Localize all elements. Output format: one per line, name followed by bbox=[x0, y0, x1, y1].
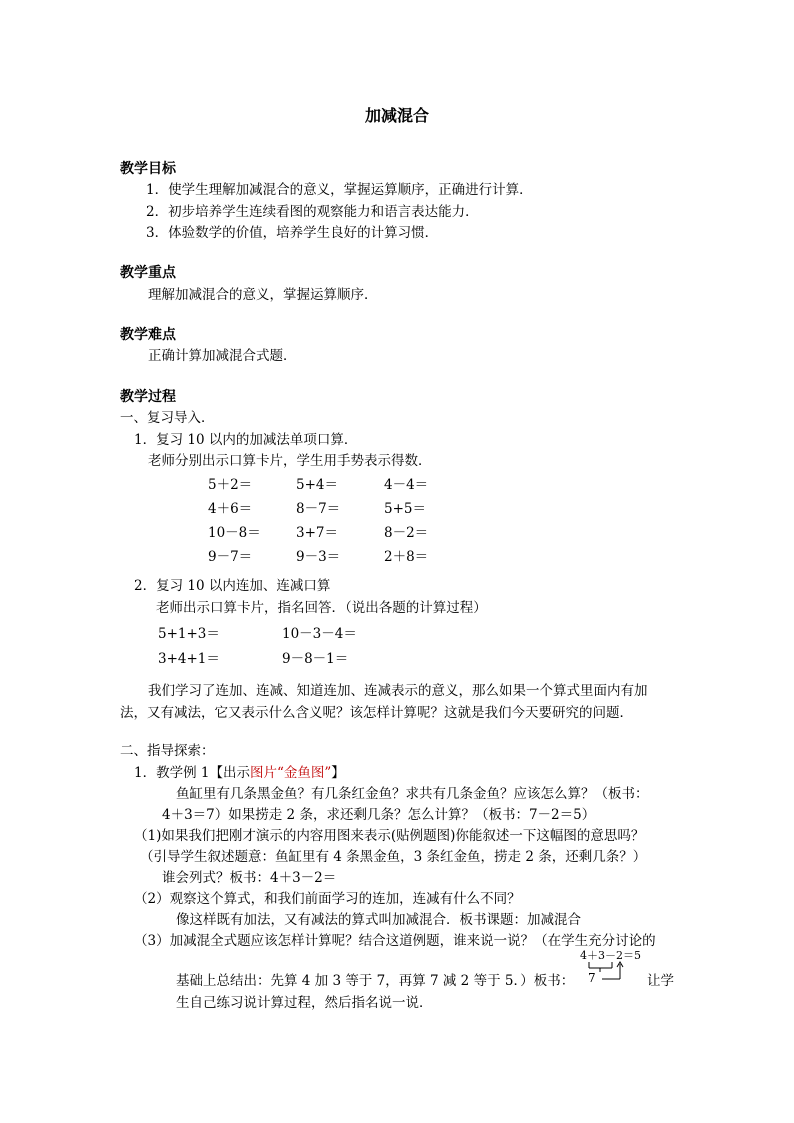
example-title bbox=[134, 767, 345, 781]
oral-calc-card: 5+4＝ bbox=[296, 477, 338, 493]
oral-calc-card: 4－4＝ bbox=[384, 477, 429, 493]
example-line: （3）加减混全式题应该怎样计算呢？结合这道例题，谁来说一说？（在学生充分讨论的 bbox=[134, 933, 656, 949]
example-suffix: 】 bbox=[331, 765, 345, 781]
intro-paragraph-line: 我们学习了连加、连减、知道连加、连减表示的意义，那么如果一个算式里面内有加 bbox=[148, 683, 648, 699]
example-line: 基础上总结出：先算 4 加 3 等于 7，再算 7 减 2 等于 5．）板书： bbox=[176, 973, 575, 989]
example-line: （1)如果我们把刚才演示的内容用图来表示(贴例题图)你能叙述一下这幅图的意思吗？ bbox=[134, 828, 645, 844]
oral-calc-card: 10－8＝ bbox=[208, 525, 261, 541]
example-line: 让学 bbox=[647, 973, 674, 989]
chain-calc-card: 9－8－1＝ bbox=[282, 651, 349, 667]
objective-item: 3．体验数学的价值，培养学生良好的计算习惯． bbox=[146, 225, 439, 241]
page-title: 加减混合 bbox=[364, 106, 429, 125]
example-line: 生自己练习说计算过程，然后指名说一说． bbox=[176, 995, 433, 1011]
part1-item2-desc: 老师出示口算卡片，指名回答．（说出各题的计算过程） bbox=[156, 600, 487, 616]
example-line: （引导学生叙述题意：鱼缸里有 4 条黑金鱼，3 条红金鱼，捞走 2 条，还剩几条？） bbox=[140, 849, 647, 865]
process-heading: 教学过程 bbox=[120, 389, 176, 405]
oral-calc-card: 9－3＝ bbox=[296, 549, 341, 565]
oral-calc-card: 9－7＝ bbox=[208, 549, 253, 565]
diagram-result: 7 bbox=[588, 971, 596, 985]
part1-item1-desc: 老师分别出示口算卡片，学生用手势表示得数． bbox=[148, 453, 432, 469]
key-point-heading: 教学重点 bbox=[120, 265, 176, 281]
diagram-equation: 4＋3－2＝5 bbox=[580, 949, 641, 962]
oral-calc-card: 5+5＝ bbox=[384, 501, 426, 517]
difficulty-heading: 教学难点 bbox=[120, 327, 176, 343]
intro-paragraph-line: 法，又有减法，它又表示什么含义呢？该怎样计算呢？这就是我们今天要研究的问题． bbox=[120, 705, 633, 721]
oral-calc-card: 2＋8＝ bbox=[384, 549, 429, 565]
chain-calc-card: 10－3－4＝ bbox=[282, 626, 357, 642]
part1-title: 一、复习导入． bbox=[120, 410, 215, 426]
example-picture-label: 图片 bbox=[249, 765, 277, 781]
example-line: 像这样既有加法，又有减法的算式叫加减混合．板书课题：加减混合 bbox=[176, 912, 581, 928]
oral-calc-card: 8－2＝ bbox=[384, 525, 429, 541]
objective-item: 2．初步培养学生连续看图的观察能力和语言表达能力． bbox=[146, 204, 479, 220]
objectives-heading: 教学目标 bbox=[120, 161, 176, 177]
example-prefix: 1．教学例 1【出示 bbox=[134, 765, 250, 781]
part1-item2-title: 2．复习 10 以内连加、连减口算 bbox=[134, 578, 331, 594]
chain-calc-card: 3+4+1＝ bbox=[158, 651, 220, 667]
example-line: 4＋3＝7）如果捞走 2 条，求还剩几条？怎么计算？（板书：7－2＝5） bbox=[162, 807, 596, 823]
oral-calc-card: 4＋6＝ bbox=[208, 501, 253, 517]
part1-item1-title: 1．复习 10 以内的加减法单项口算． bbox=[134, 432, 358, 448]
example-picture-name: “金鱼图” bbox=[276, 765, 332, 781]
example-line: 鱼缸里有几条黑金鱼？有几条红金鱼？求共有几条金鱼？应该怎么算？（板书： bbox=[176, 786, 649, 802]
oral-calc-card: 5＋2＝ bbox=[208, 477, 253, 493]
example-line: 谁会列式？板书：4＋3－2＝ bbox=[162, 870, 337, 886]
example-line: （2）观察这个算式，和我们前面学习的连加，连减有什么不同？ bbox=[134, 891, 521, 907]
diagram-arrow bbox=[576, 950, 646, 986]
difficulty-text: 正确计算加减混合式题． bbox=[148, 348, 297, 364]
oral-calc-card: 8－7＝ bbox=[296, 501, 341, 517]
part2-title: 二、指导探索： bbox=[120, 743, 215, 759]
oral-calc-card: 3+7＝ bbox=[296, 525, 338, 541]
chain-calc-card: 5+1+3＝ bbox=[158, 626, 220, 642]
objective-item: 1．使学生理解加减混合的意义，掌握运算顺序，正确进行计算． bbox=[146, 182, 533, 198]
key-point-text: 理解加减混合的意义，掌握运算顺序． bbox=[148, 287, 378, 303]
board-calculation-diagram bbox=[576, 950, 646, 986]
